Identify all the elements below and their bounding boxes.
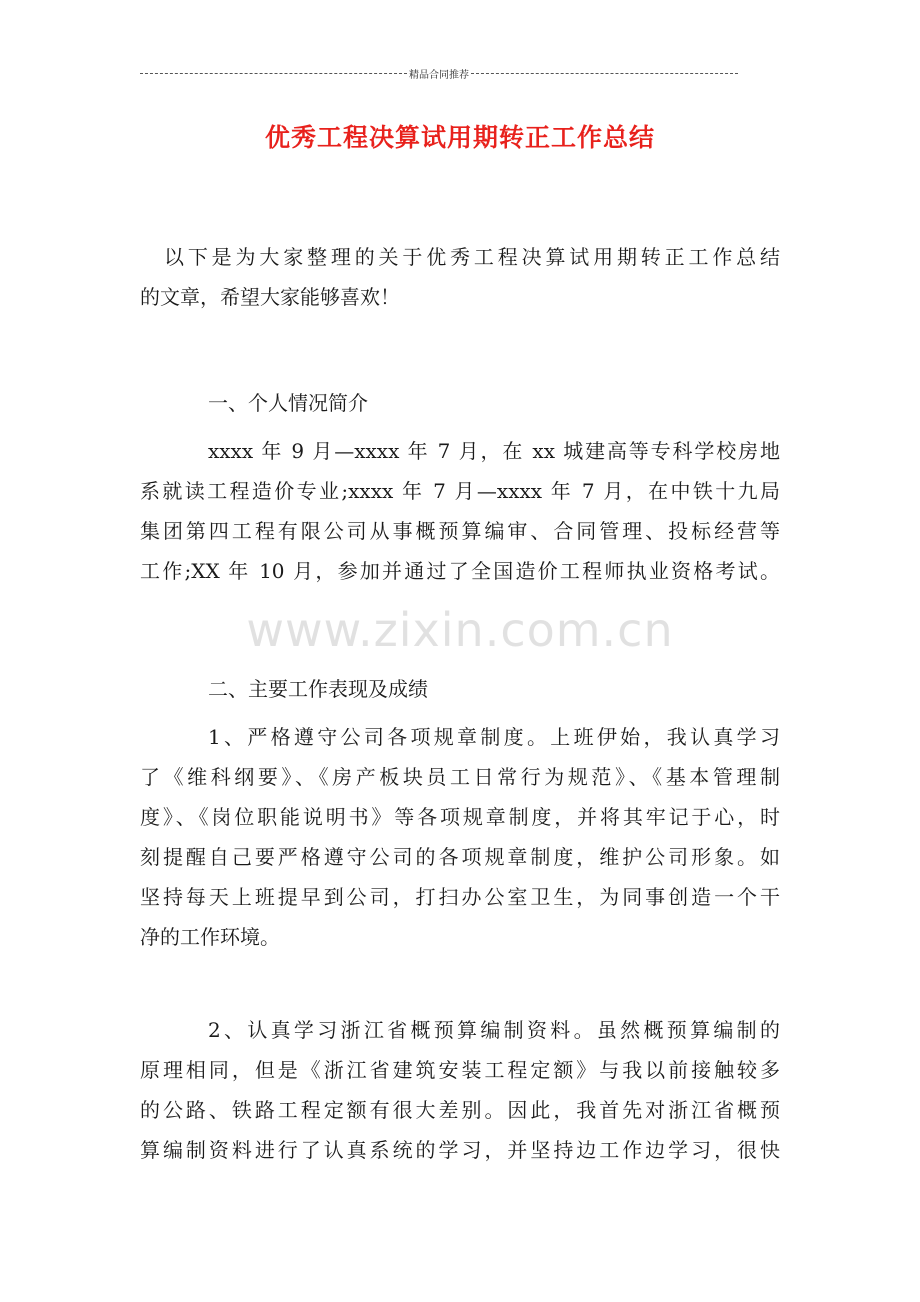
paragraph-line: 算编制资料进行了认真系统的学习，并坚持边工作边学习，很快 <box>140 1138 780 1162</box>
section2-item2-paragraph <box>140 1010 780 1170</box>
intro-line: 的文章，希望大家能够喜欢！ <box>140 285 400 309</box>
header-dash-right <box>471 73 738 74</box>
header-label: 精品合同推荐 <box>409 70 469 81</box>
paragraph-line: 了《维科纲要》、《房产板块员工日常行为规范》、《基本管理制 <box>140 765 780 789</box>
intro-line: 以下是为大家整理的关于优秀工程决算试用期转正工作总结 <box>164 245 780 269</box>
section-heading: 二、主要工作表现及成绩 <box>208 677 428 701</box>
section2-item1-paragraph <box>140 717 780 957</box>
section-heading: 一、个人情况简介 <box>208 391 368 415</box>
paragraph-line: 刻提醒自己要严格遵守公司的各项规章制度，维护公司形象。如 <box>140 845 780 869</box>
paragraph-line: 系就读工程造价专业;xxxx 年 7 月—xxxx 年 7 月，在中铁十九局 <box>140 479 780 503</box>
paragraph-line: 净的工作环境。 <box>140 925 280 949</box>
paragraph-line: 的公路、铁路工程定额有很大差别。因此，我首先对浙江省概预 <box>140 1098 780 1122</box>
paragraph-line: 2、认真学习浙江省概预算编制资料。虽然概预算编制的 <box>208 1018 780 1042</box>
paragraph-line: 坚持每天上班提早到公司，打扫办公室卫生，为同事创造一个干 <box>140 885 780 909</box>
intro-paragraph <box>140 237 780 317</box>
section1-heading <box>140 383 780 423</box>
paragraph-line: xxxx 年 9 月—xxxx 年 7 月，在 xx 城建高等专科学校房地 <box>208 439 780 463</box>
section1-paragraph <box>140 431 780 591</box>
paragraph-line: 1、严格遵守公司各项规章制度。上班伊始，我认真学习 <box>208 725 780 749</box>
document-title: 优秀工程决算试用期转正工作总结 <box>264 123 655 152</box>
paragraph-line: 原理相同，但是《浙江省建筑安装工程定额》与我以前接触较多 <box>140 1058 780 1082</box>
paragraph-line: 集团第四工程有限公司从事概预算编审、合同管理、投标经营等 <box>140 519 780 543</box>
document-header <box>140 66 738 81</box>
section2-heading <box>140 669 780 709</box>
paragraph-line: 度》、《岗位职能说明书》等各项规章制度，并将其牢记于心，时 <box>140 805 780 829</box>
header-dash-left <box>140 73 407 74</box>
watermark: www.zixin.com.cn <box>246 603 674 657</box>
paragraph-line: 工作;XX 年 10 月，参加并通过了全国造价工程师执业资格考试。 <box>140 559 780 583</box>
